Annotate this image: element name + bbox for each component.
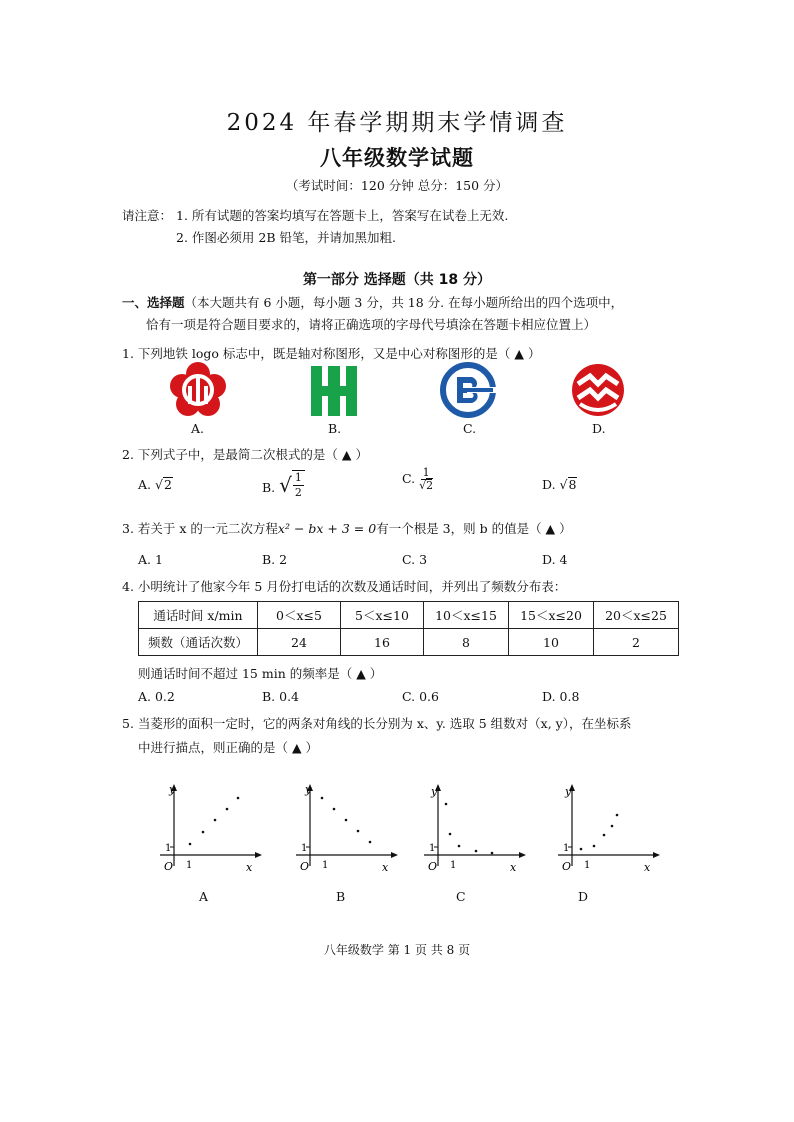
table-cell: 15＜x≤20	[509, 602, 594, 629]
question-1-option-c: C.	[463, 421, 477, 436]
table-row	[139, 629, 679, 656]
table-cell: 24	[258, 629, 341, 656]
question-3-option-b: B. 2	[262, 552, 288, 567]
question-3-option-a: A. 1	[138, 552, 163, 567]
unit-label: 1	[429, 843, 436, 854]
graph-d	[554, 782, 664, 878]
frequency-table	[138, 601, 679, 656]
part-title: 第一部分 选择题（共 18 分）	[302, 272, 492, 288]
question-1-option-b: B.	[328, 421, 342, 436]
logo-a-icon	[170, 362, 226, 418]
logo-c-icon	[440, 362, 496, 418]
table-cell: 10	[509, 629, 594, 656]
table-cell: 2	[594, 629, 679, 656]
question-5-stem-1: 5. 当菱形的面积一定时，它的两条对角线的长分别为 x、y. 选取 5 组数对（x, y），在坐标系	[122, 716, 632, 731]
question-1-stem: 1. 下列地铁 logo 标志中，既是轴对称图形，又是中心对称图形的是（ ▲ ）	[122, 346, 541, 361]
notice-line-1: 1. 所有试题的答案均填写在答题卡上，答案写在试卷上无效.	[176, 208, 509, 223]
table-cell: 20＜x≤25	[594, 602, 679, 629]
question-5-stem-2: 中进行描点，则正确的是（ ▲ ）	[138, 740, 319, 755]
question-4-option-a: A. 0.2	[138, 689, 175, 704]
axis-y-label: y	[169, 783, 176, 796]
unit-label: 1	[186, 860, 193, 871]
exam-title: 2024 年春学期期末学情调查	[226, 110, 568, 136]
question-3-stem: 3. 若关于 x 的一元二次方程x² − bx + 3 = 0有一个根是 3，则 b 的值是（ ▲ ）	[122, 521, 572, 536]
table-cell: 10＜x≤15	[424, 602, 509, 629]
question-1-option-a: A.	[191, 421, 205, 436]
question-2-option-a: A. √ 2	[138, 477, 172, 492]
logo-d-icon	[570, 362, 626, 418]
table-header-row	[139, 602, 679, 629]
section-heading	[122, 292, 623, 336]
graph-b	[292, 782, 402, 878]
question-2-stem: 2. 下列式子中，是最简二次根式的是（ ▲ ）	[122, 447, 368, 462]
question-2-option-b: B. √ $\frac{1}{2}$	[262, 470, 305, 500]
question-2-option-d: D. √ 8	[542, 477, 577, 492]
page-footer: 八年级数学 第 1 页 共 8 页	[323, 943, 471, 957]
axis-x-label: x	[382, 861, 389, 874]
question-3-option-d: D. 4	[542, 552, 568, 567]
notice-label: 请注意：	[122, 208, 173, 223]
section-desc-1: （本大题共有 6 小题，每小题 3 分，共 18 分. 在每小题所给出的四个选项中，	[184, 295, 624, 310]
question-4-question: 则通话时间不超过 15 min 的频率是（ ▲ ）	[138, 666, 383, 681]
question-1-option-d: D.	[592, 421, 606, 436]
question-2-option-c: C. $\frac{1}{√2}$	[402, 466, 434, 492]
exam-subtitle: 八年级数学试题	[320, 146, 474, 170]
question-4-stem: 4. 小明统计了他家今年 5 月份打电话的次数及通话时间，并列出了频数分布表：	[122, 579, 567, 594]
unit-label: 1	[165, 843, 172, 854]
origin-label: O	[428, 860, 438, 873]
section-label: 一、选择题	[122, 295, 185, 310]
table-cell: 0＜x≤5	[258, 602, 341, 629]
axis-y-label: y	[305, 783, 312, 796]
graph-a	[156, 782, 266, 878]
graph-a-label: A	[199, 889, 209, 904]
table-cell: 8	[424, 629, 509, 656]
logo-b-icon	[307, 364, 361, 418]
unit-label: 1	[563, 843, 570, 854]
table-cell: 通话时间 x/min	[139, 602, 258, 629]
unit-label: 1	[450, 860, 457, 871]
table-cell: 16	[341, 629, 424, 656]
section-desc-2: 恰有一项是符合题目要求的，请将正确选项的字母代号填涂在答题卡相应位置上）	[146, 317, 597, 332]
graph-c-label: C	[456, 889, 466, 904]
graph-b-label: B	[336, 889, 346, 904]
graph-c	[420, 782, 530, 878]
unit-label: 1	[584, 860, 591, 871]
question-3-equation: x² − bx + 3 = 0	[277, 521, 377, 536]
table-cell: 5＜x≤10	[341, 602, 424, 629]
question-3-option-c: C. 3	[402, 552, 428, 567]
axis-x-label: x	[510, 861, 517, 874]
origin-label: O	[562, 860, 572, 873]
axis-x-label: x	[644, 861, 651, 874]
notice	[122, 205, 508, 249]
axis-x-label: x	[246, 861, 253, 874]
unit-label: 1	[301, 843, 308, 854]
table-cell: 频数（通话次数）	[139, 629, 258, 656]
question-4-option-c: C. 0.6	[402, 689, 439, 704]
graph-d-label: D	[578, 889, 589, 904]
unit-label: 1	[322, 860, 329, 871]
question-4-option-d: D. 0.8	[542, 689, 580, 704]
origin-label: O	[164, 860, 174, 873]
origin-label: O	[300, 860, 310, 873]
question-4-option-b: B. 0.4	[262, 689, 300, 704]
exam-info: （考试时间：120 分钟 总分：150 分）	[285, 178, 509, 193]
axis-y-label: y	[431, 785, 438, 798]
notice-line-2: 2. 作图必须用 2B 铅笔，并请加黑加粗.	[176, 230, 396, 245]
axis-y-label: y	[565, 785, 572, 798]
